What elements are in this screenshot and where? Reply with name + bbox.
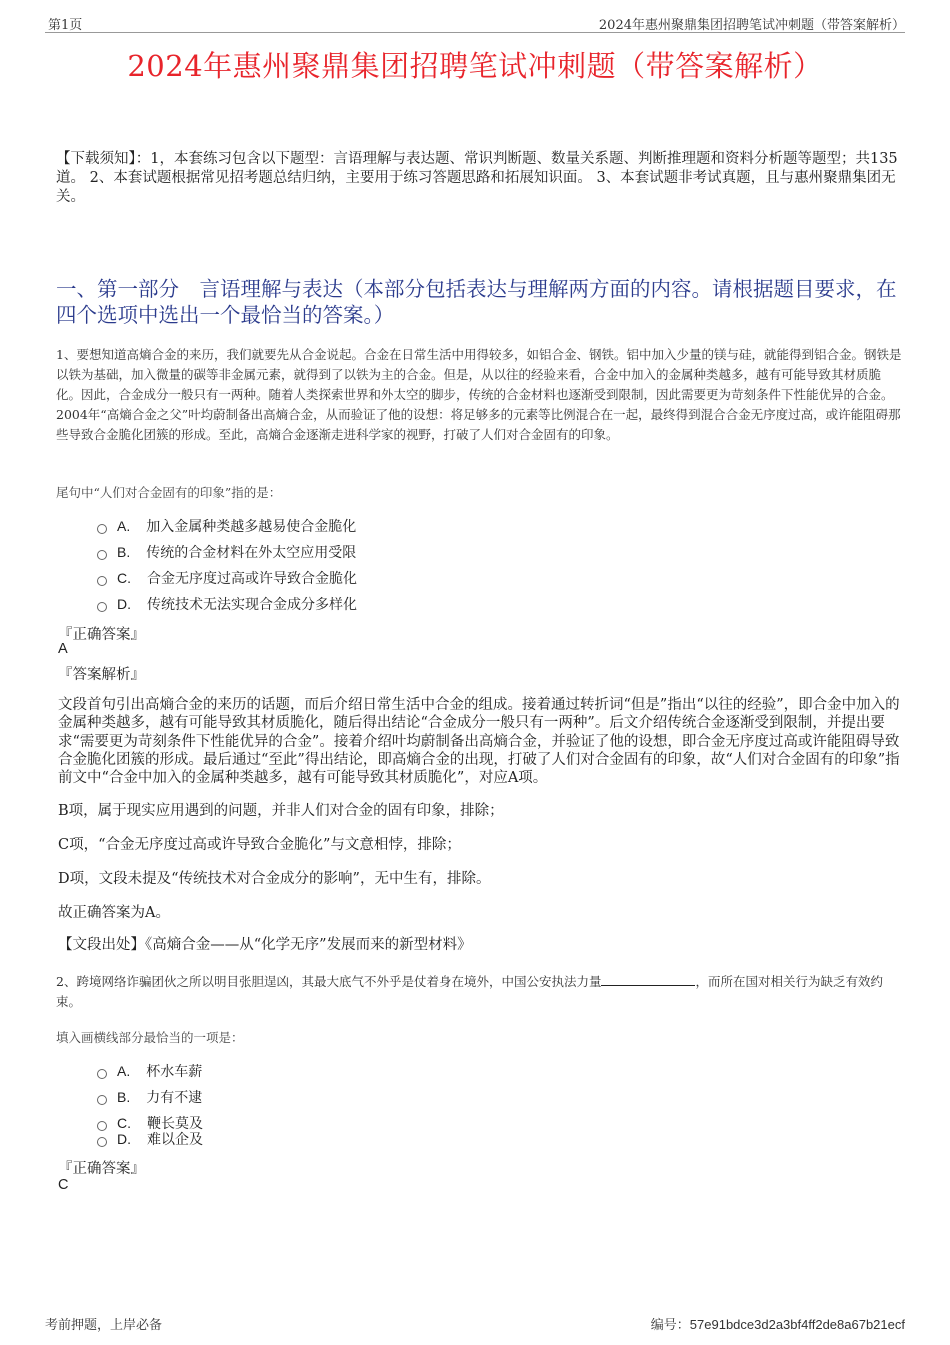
- footer-slogan: 考前押题，上岸必备: [45, 1318, 163, 1333]
- q2-passage-after: ，而所在国对相关行为缺乏有效约束。: [56, 974, 883, 1009]
- radio-icon[interactable]: [97, 1069, 107, 1079]
- q2-passage: [56, 972, 902, 1012]
- header-page-label: 第1页: [48, 18, 83, 33]
- option-text: 难以企及: [147, 1132, 203, 1148]
- q2-option-a[interactable]: [97, 1061, 202, 1081]
- q1-analysis-b: B项，属于现实应用遇到的问题，并非人们对合金的固有印象，排除；: [58, 803, 504, 819]
- q1-source: 【文段出处】《高熵合金——从“化学无序”发展而来的新型材料》: [58, 937, 472, 953]
- q1-analysis-label: 『答案解析』: [58, 667, 145, 683]
- radio-icon[interactable]: [97, 602, 107, 612]
- option-text: 传统的合金材料在外太空应用受限: [146, 545, 357, 561]
- radio-icon[interactable]: [97, 1137, 107, 1147]
- q1-answer-label: 『正确答案』: [58, 627, 145, 643]
- q1-analysis-c: C项，“合金无序度过高或许导致合金脆化”与文意相悖，排除；: [58, 837, 461, 853]
- footer-code-value: 57e91bdce3d2a3bf4ff2de8a67b21ecf: [689, 1317, 905, 1332]
- q1-question: 尾句中“人们对合金固有的印象”指的是：: [56, 485, 282, 500]
- q2-answer-label: 『正确答案』: [58, 1161, 145, 1177]
- option-text: 杯水车薪: [146, 1064, 203, 1080]
- option-letter: C.: [117, 1115, 131, 1131]
- option-letter: B.: [117, 544, 131, 560]
- radio-icon[interactable]: [97, 550, 107, 560]
- q2-passage-before: 2、跨境网络诈骗团伙之所以明目张胆逞凶，其最大底气不外乎是仗着身在境外，中国公安执法力量: [56, 974, 602, 989]
- q2-option-b[interactable]: [97, 1087, 202, 1107]
- q1-option-a[interactable]: [97, 516, 356, 536]
- q1-analysis-conclusion: 故正确答案为A。: [58, 905, 170, 921]
- section-heading: 一、第一部分 言语理解与表达（本部分包括表达与理解两方面的内容。请根据题目要求，在四个选项中选出一个最恰当的答案。）: [56, 277, 897, 327]
- footer-code-label: 编号：: [650, 1318, 690, 1333]
- option-letter: A.: [117, 518, 131, 534]
- download-notice: 【下载须知】：1，本套练习包含以下题型：言语理解与表达题、常识判断题、数量关系题、判断推理题和资料分析题等题型；共135道。 2、本套试题根据常见招考题总结归纳，主要用于练习答题思路和拓展知识面。 3、本套试题非考试真题，且与惠州聚鼎集团无关。: [56, 151, 898, 205]
- option-text: 鞭长莫及: [147, 1116, 203, 1132]
- option-letter: D.: [117, 1131, 131, 1147]
- q1-option-d[interactable]: [97, 594, 357, 614]
- option-letter: D.: [117, 596, 131, 612]
- q2-option-d[interactable]: [97, 1129, 203, 1149]
- q1-option-c[interactable]: [97, 568, 357, 588]
- option-text: 合金无序度过高或许导致合金脆化: [147, 571, 357, 587]
- option-letter: A.: [117, 1063, 131, 1079]
- option-text: 加入金属种类越多越易使合金脆化: [146, 519, 357, 535]
- q1-option-b[interactable]: [97, 542, 356, 562]
- option-text: 传统技术无法实现合金成分多样化: [147, 597, 357, 613]
- radio-icon[interactable]: [97, 1095, 107, 1105]
- radio-icon[interactable]: [97, 576, 107, 586]
- q1-answer: A: [58, 641, 68, 657]
- radio-icon[interactable]: [97, 524, 107, 534]
- header-doc-title: 2024年惠州聚鼎集团招聘笔试冲刺题（带答案解析）: [598, 18, 905, 33]
- q1-analysis-d: D项，文段未提及“传统技术对合金成分的影响”，无中生有，排除。: [58, 871, 491, 887]
- q2-question: 填入画横线部分最恰当的一项是：: [56, 1030, 244, 1045]
- option-letter: B.: [117, 1089, 131, 1105]
- option-letter: C.: [117, 570, 131, 586]
- footer-code: [651, 1314, 905, 1333]
- fill-blank: [601, 973, 695, 986]
- header-divider: [45, 32, 905, 33]
- q1-analysis-main: 文段首句引出高熵合金的来历的话题，而后介绍日常生活中合金的组成。接着通过转折词“但是”指出“以往的经验”，即合金中加入的金属种类越多，越有可能导致其材质脆化，随后得出结论“合金成分一般只有一两种”。后文介绍传统合金逐渐受到限制，并提出要求“需要更为苛刻条件下性能优异的合金”。接着介绍叶均蔚制备出高熵合金，并验证了他的设想，即合金无序度过高或许能阻碍导致合金脆化团簇的形成。最后通过“至此”得出结论，即高熵合金的出现，打破了人们对合金固有的印象，故“人们对合金固有的印象”指前文中“合金中加入的金属种类越多，越有可能导致其材质脆化”，对应A项。: [58, 697, 900, 787]
- option-text: 力有不逮: [146, 1090, 203, 1106]
- q1-passage: 1、要想知道高熵合金的来历，我们就要先从合金说起。合金在日常生活中用得较多，如铝合金、钢铁。铝中加入少量的镁与硅，就能得到铝合金。钢铁是以铁为基础，加入微量的碳等非金属元素，就得到了以铁为主的合金。但是，从以往的经验来看，合金中加入的金属种类越多，越有可能导致其材质脆化。因此，合金成分一般只有一两种。随着人类探索世界和外太空的脚步，传统的合金材料也逐渐受到限制，因此需要更为苛刻条件下性能优异的合金。2004年“高熵合金之父”叶均蔚制备出高熵合金，从而验证了他的设想：将足够多的元素等比例混合在一起，最终得到混合合金无序度过高，或许能阻碍那些导致合金脆化团簇的形成。至此，高熵合金逐渐走进科学家的视野，打破了人们对合金固有的印象。: [56, 347, 902, 442]
- page-title: 2024年惠州聚鼎集团招聘笔试冲刺题（带答案解析）: [127, 49, 823, 83]
- q2-answer: C: [58, 1177, 69, 1193]
